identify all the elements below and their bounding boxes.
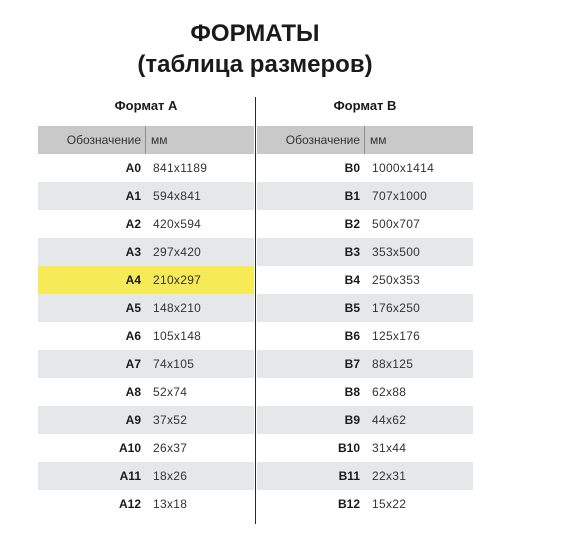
table-row	[257, 266, 473, 294]
row-code: B8	[344, 385, 360, 399]
row-code: B12	[337, 497, 360, 511]
row-code: A6	[125, 329, 141, 343]
row-size: 18x26	[153, 469, 188, 483]
row-code: B3	[344, 245, 360, 259]
row-code: B2	[344, 217, 360, 231]
table-row-highlighted	[38, 266, 254, 294]
row-code: A5	[125, 301, 141, 315]
row-code: A0	[125, 161, 141, 175]
row-size: 15x22	[372, 497, 407, 511]
row-size: 353x500	[372, 245, 421, 259]
row-size: 148x210	[153, 301, 202, 315]
row-code: A11	[119, 469, 141, 483]
format-b-table	[257, 96, 473, 518]
row-code: A1	[125, 189, 141, 203]
row-size: 52x74	[153, 385, 188, 399]
page-title-line-2: (таблица размеров)	[137, 51, 373, 78]
row-code: B1	[344, 189, 360, 203]
row-code: B11	[338, 469, 360, 483]
row-size: 26x37	[153, 441, 188, 455]
format-a-table	[38, 96, 254, 518]
table-row	[257, 406, 473, 434]
row-code: B0	[344, 161, 360, 175]
format-a-header-row	[38, 126, 254, 154]
row-size: 62x88	[372, 385, 407, 399]
table-row	[257, 210, 473, 238]
table-row	[38, 238, 254, 266]
row-code: B7	[344, 357, 360, 371]
format-a-header-code: Обозначение	[66, 133, 141, 147]
row-size: 210x297	[153, 273, 202, 287]
format-a-caption: Формат А	[114, 98, 178, 113]
table-row	[38, 434, 254, 462]
format-b-header-code: Обозначение	[285, 133, 360, 147]
row-size: 74x105	[153, 357, 195, 371]
row-code: A7	[125, 357, 141, 371]
row-size: 420x594	[153, 217, 202, 231]
row-code: B10	[337, 441, 360, 455]
table-row	[257, 294, 473, 322]
table-row	[38, 154, 254, 182]
row-code: B6	[344, 329, 360, 343]
row-size: 250x353	[372, 273, 421, 287]
row-size: 594x841	[153, 189, 202, 203]
table-row	[257, 322, 473, 350]
row-size: 31x44	[372, 441, 407, 455]
table-row	[257, 182, 473, 210]
table-row	[38, 462, 254, 490]
table-row	[257, 350, 473, 378]
table-row	[38, 490, 254, 518]
table-row	[257, 462, 473, 490]
row-code: A3	[125, 245, 141, 259]
row-code: A9	[125, 413, 141, 427]
row-size: 841x1189	[153, 161, 208, 175]
table-row	[38, 182, 254, 210]
page-title-line-1: ФОРМАТЫ	[190, 20, 320, 47]
row-size: 22x31	[372, 469, 407, 483]
page-title	[0, 18, 510, 80]
table-row	[38, 210, 254, 238]
row-code: A4	[125, 273, 141, 287]
row-code: A8	[125, 385, 141, 399]
row-size: 44x62	[372, 413, 407, 427]
row-size: 176x250	[372, 301, 421, 315]
row-size: 707x1000	[372, 189, 428, 203]
table-row	[38, 294, 254, 322]
row-size: 1000x1414	[372, 161, 435, 175]
format-b-caption: Формат В	[333, 98, 397, 113]
row-code: B9	[344, 413, 360, 427]
row-size: 105x148	[153, 329, 202, 343]
row-code: B5	[344, 301, 360, 315]
row-code: B4	[344, 273, 360, 287]
table-row	[257, 238, 473, 266]
table-row	[38, 406, 254, 434]
table-row	[257, 378, 473, 406]
table-row	[257, 154, 473, 182]
column-divider	[255, 97, 256, 524]
row-size: 125x176	[372, 329, 421, 343]
row-size: 500x707	[372, 217, 421, 231]
table-row	[38, 322, 254, 350]
row-size: 297x420	[153, 245, 202, 259]
table-row	[257, 434, 473, 462]
row-code: A10	[118, 441, 141, 455]
table-row	[257, 490, 473, 518]
row-size: 88x125	[372, 357, 414, 371]
row-size: 13x18	[153, 497, 188, 511]
format-b-header-row	[257, 126, 473, 154]
row-code: A12	[118, 497, 141, 511]
table-row	[38, 350, 254, 378]
table-row	[38, 378, 254, 406]
row-size: 37x52	[153, 413, 188, 427]
format-a-header-size: мм	[145, 126, 254, 154]
row-code: A2	[125, 217, 141, 231]
format-b-header-size: мм	[364, 126, 473, 154]
